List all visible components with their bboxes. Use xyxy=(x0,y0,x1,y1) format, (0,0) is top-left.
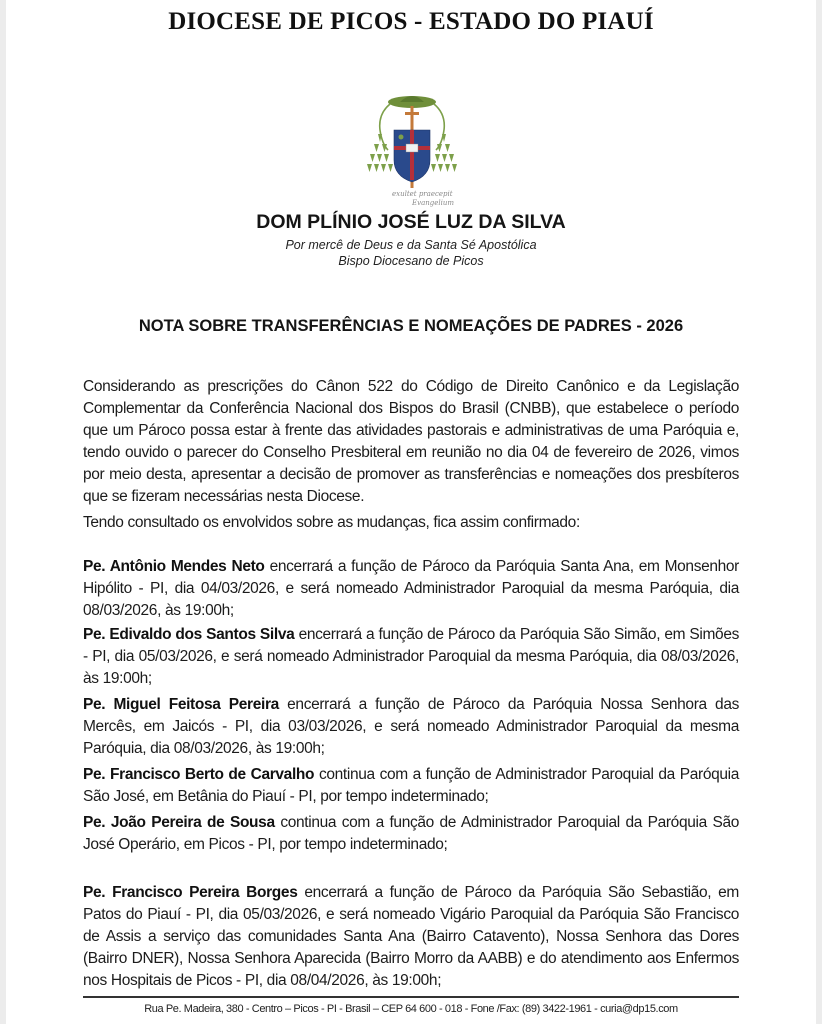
priest-name: Pe. Edivaldo dos Santos Silva xyxy=(83,626,295,643)
shield-cross-vertical xyxy=(410,130,414,180)
appointment-entry xyxy=(83,624,739,690)
footer-address: Rua Pe. Madeira, 380 - Centro – Picos - PI - Brasil – CEP 64 600 - 018 - Fone /Fax: (89) 3422-1961 - curia@dp15.com xyxy=(144,1003,678,1015)
appointment-entry xyxy=(83,694,739,760)
appointment-text: encerrará a função de Pároco da Paróquia Nossa Senhora das Mercês, em Jaicós - PI, dia 03/03/2026, e será nomeado Administrador Paroquial da mesma Paróquia, dia 08/03/2026, às 19:00h; xyxy=(83,696,739,757)
appointment-text: encerrará a função de Pároco da Paróquia São Simão, em Simões - PI, dia 05/03/2026, e será nomeado Administrador Paroquial da mesma Paróquia, dia 08/03/2026, às 19:00h; xyxy=(83,626,739,687)
tassels-left xyxy=(367,134,393,172)
hat-cord-left xyxy=(380,104,390,150)
appointment-text: continua com a função de Administrador Paroquial da Paróquia São José Operário, em Picos - PI, por tempo indeterminado; xyxy=(83,814,739,853)
page-edge-right xyxy=(816,0,822,1024)
priest-name: Pe. João Pereira de Sousa xyxy=(83,814,275,831)
note-title: NOTA SOBRE TRANSFERÊNCIAS E NOMEAÇÕES DE PADRES - 2026 xyxy=(138,317,684,335)
priest-name: Pe. Francisco Pereira Borges xyxy=(83,884,298,901)
diocese-title: DIOCESE DE PICOS - ESTADO DO PIAUÍ xyxy=(168,8,654,35)
open-book-emblem xyxy=(406,144,418,152)
motto-line-2: Evangelium xyxy=(412,199,454,207)
priest-name: Pe. Miguel Feitosa Pereira xyxy=(83,696,279,713)
appointment-text: continua com a função de Administrador Paroquial da Paróquia São José, em Betânia do Piauí - PI, por tempo indeterminado; xyxy=(83,766,740,805)
appointment-text: encerrará a função de Pároco da Paróquia Santa Ana, em Monsenhor Hipólito - PI, dia 04/03/2026, e será nomeado Administrador Paroquial da mesma Paróquia, dia 08/03/2026, às 19:00h; xyxy=(83,558,739,619)
page-edge-left xyxy=(0,0,6,1024)
bishop-name: DOM PLÍNIO JOSÉ LUZ DA SILVA xyxy=(256,211,566,233)
appointment-entry xyxy=(83,556,739,622)
appointment-entry xyxy=(83,764,739,808)
processional-cross-bar xyxy=(405,112,419,115)
appointment-text: encerrará a função de Pároco da Paróquia São Sebastião, em Patos do Piauí - PI, dia 05/03/2026, e será nomeado Vigário Paroquial da Paróquia São Francisco de Assis a serviço das comunidades Santa Ana (Bairro Catavento), Nossa Senhora das Dores (Bairro DNER), Nossa Senhora Aparecida (Bairro Morro da AABB) e do atendimento aos Enfermos nos Hospitais de Picos - PI, dia 08/04/2026, às 19:00h; xyxy=(83,884,739,989)
appointment-entry xyxy=(83,882,739,992)
appointment-entry xyxy=(83,812,739,856)
priest-name: Pe. Francisco Berto de Carvalho xyxy=(83,766,315,783)
shield-flower-emblem xyxy=(399,135,404,140)
footer-divider xyxy=(83,996,739,998)
motto-line-1: exultet praecepit xyxy=(392,190,453,198)
episcopal-coat-of-arms-icon xyxy=(362,90,462,208)
tassels-right xyxy=(431,134,457,172)
bishop-title-line-2: Bispo Diocesano de Picos xyxy=(338,254,484,268)
priest-name: Pe. Antônio Mendes Neto xyxy=(83,558,265,575)
intro-paragraph: Considerando as prescrições do Cânon 522 do Código de Direito Canônico e da Legislação Complementar da Conferência Nacional dos Bispos do Brasil (CNBB), que estabelece o período que um Pároco possa estar à frente das atividades pastorais e administrativas de uma Paróquia e, tendo ouvido o parecer do Conselho Presbiteral em reunião no dia 04 de fevereiro de 2026, vimos por meio desta, apresentar a decisão de promover as transferências e nomeações dos presbíteros que se fizeram necessárias nesta Diocese. xyxy=(83,378,739,505)
consult-paragraph: Tendo consultado os envolvidos sobre as mudanças, fica assim confirmado: xyxy=(83,514,580,531)
hat-cord-right xyxy=(434,104,444,150)
bishop-title-line-1: Por mercê de Deus e da Santa Sé Apostólica xyxy=(285,238,537,252)
